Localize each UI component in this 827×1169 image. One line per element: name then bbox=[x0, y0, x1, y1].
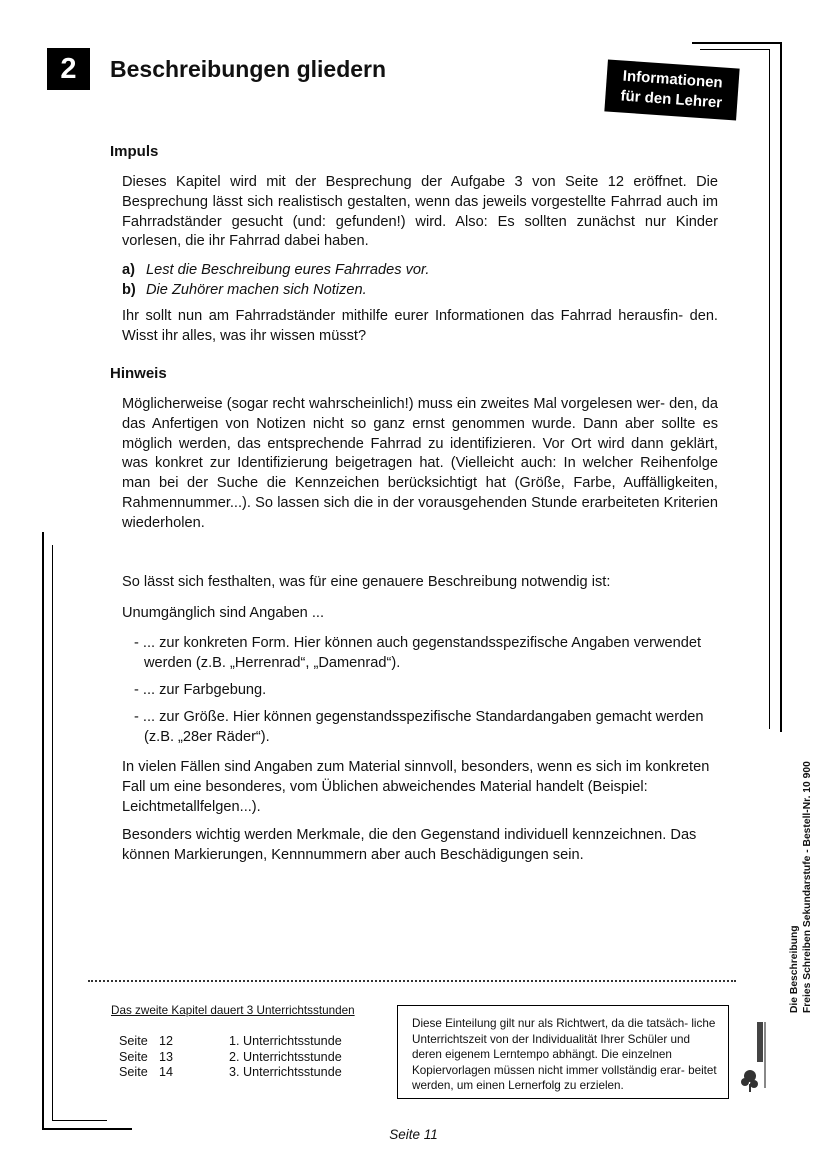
page-number: Seite 11 bbox=[389, 1127, 438, 1142]
frame-line-right-inner bbox=[769, 49, 770, 729]
hinweis-heading: Hinweis bbox=[110, 365, 167, 382]
guideline-note-box bbox=[397, 1005, 729, 1099]
dotted-divider bbox=[88, 980, 736, 982]
schedule-row-page: 14 bbox=[159, 1065, 174, 1080]
side-publication-info bbox=[788, 761, 814, 1013]
frame-line-left-inner bbox=[52, 545, 53, 1120]
schedule-table bbox=[119, 1034, 342, 1081]
chapter-number-box bbox=[47, 48, 90, 90]
impuls-question: Ihr sollt nun am Fahrradständer mithilfe eurer Informationen das Fahrrad herausfin- den. Wisst ihr alles, was ihr wissen müsst? bbox=[122, 308, 718, 344]
schedule-row-page: 12 bbox=[159, 1034, 174, 1048]
summary-unumgaenglich: Unumgänglich sind Angaben ... bbox=[122, 605, 325, 621]
impuls-heading: Impuls bbox=[110, 143, 159, 160]
schedule-row bbox=[119, 1050, 342, 1066]
task-item-b bbox=[122, 281, 367, 301]
kohl-verlag-logo bbox=[740, 1000, 770, 1095]
schedule-row-label: Seite bbox=[119, 1034, 148, 1048]
summary-bullet-groesse: - ... zur Größe. Hier können gegenstandsspezifische Standardangaben gemacht werden (z.B. „28er Räder“). bbox=[134, 709, 704, 745]
page-title: Beschreibungen gliedern bbox=[110, 56, 387, 82]
guideline-note-text: Diese Einteilung gilt nur als Richtwert, da die tatsäch- liche Unterrichtszeit von der Individualität Ihrer Schüler und deren eigenem Lerntempo abhängt. Die einzelnen Kopiervorlagen müssen nicht immer vollständig erar- beitet werden, um einen Lernerfolg zu erzielen. bbox=[412, 1017, 717, 1092]
lesson-duration: Das zweite Kapitel dauert 3 Unterrichtsstunden bbox=[111, 1004, 355, 1017]
schedule-row-label: Seite bbox=[119, 1065, 148, 1080]
hinweis-paragraph: Möglicherweise (sogar recht wahrscheinlich!) muss ein zweites Mal vorgelesen wer- den, da das Anfertigen von Notizen nicht so ganz ernst genommen wurde. Dann aber sollte es möglich werden, das entsprechende Fahrrad zu identifizieren. Vor Ort wird dann geklärt, was konkret zur Identifizierung beigetragen hat. (Vielleicht auch: In welcher Reihenfolge man bei der Suche die Kennzeichen berücksichtigt hat (Größe, Farbe, Auffälligkeiten, Rahmennummer...). So lassen sich die in der vorausgehenden Stunde erarbeiteten Kriterien wiederholen. bbox=[122, 396, 718, 531]
summary-merkmale: Besonders wichtig werden Merkmale, die den Gegenstand individuell kennzeichnen. Das können Markierungen, Kennnummern aber auch Beschädigungen sein. bbox=[122, 827, 697, 863]
chapter-number: 2 bbox=[60, 52, 77, 85]
schedule-row-lesson: 1. Unterrichtsstunde bbox=[229, 1034, 342, 1048]
frame-line-left-outer bbox=[42, 532, 44, 1130]
summary-intro: So lässt sich festhalten, was für eine genauere Beschreibung notwendig ist: bbox=[122, 574, 611, 590]
task-item-b-label: b) bbox=[122, 282, 136, 298]
task-item-a bbox=[122, 261, 429, 281]
impuls-paragraph: Dieses Kapitel wird mit der Besprechung der Aufgabe 3 von Seite 12 eröffnet. Die Besprechung lässt sich realistisch gestalten, wenn das jeweils vorgestellte Fahrrad auch im Fahrradständer gesucht (und: gefunden!) wird. Also: Es sollten zunächst nur Kinder vorlesen, die ihr Fahrrad dabei haben. bbox=[122, 174, 718, 250]
info-stamp-line2: für den Lehrer bbox=[620, 87, 723, 112]
schedule-row-page: 13 bbox=[159, 1049, 174, 1064]
info-stamp-line1: Informationen bbox=[622, 67, 724, 92]
schedule-row-label: Seite bbox=[119, 1049, 148, 1064]
teacher-info-stamp bbox=[604, 59, 739, 120]
schedule-row-lesson: 3. Unterrichtsstunde bbox=[229, 1065, 342, 1080]
task-item-a-text: Lest die Beschreibung eures Fahrrades vor. bbox=[146, 262, 430, 278]
side-line-title: Die Beschreibung bbox=[789, 925, 800, 1013]
schedule-row bbox=[119, 1065, 342, 1081]
summary-bullet-form: - ... zur konkreten Form. Hier können auch gegenstandsspezifische Angaben verwendet werden (z.B. „Herrenrad“, „Damenrad“). bbox=[134, 635, 702, 671]
task-item-a-label: a) bbox=[122, 262, 135, 278]
side-line-order: Freies Schreiben Sekundarstufe - Bestell-Nr. 10 900 bbox=[802, 761, 813, 1013]
frame-line-top-outer bbox=[692, 42, 782, 44]
frame-line-top-inner bbox=[700, 49, 770, 50]
frame-line-right-outer bbox=[780, 42, 782, 732]
task-item-b-text: Die Zuhörer machen sich Notizen. bbox=[146, 282, 367, 298]
schedule-row-lesson: 2. Unterrichtsstunde bbox=[229, 1049, 342, 1064]
summary-material: In vielen Fällen sind Angaben zum Material sinnvoll, besonders, wenn es sich im konkreten Fall um eine besonderes, vom Üblichen abweichendes Material handelt (Beispiel: Leichtmetallfelgen...). bbox=[122, 759, 710, 815]
schedule-row bbox=[119, 1034, 342, 1050]
summary-bullet-farbe: - ... zur Farbgebung. bbox=[134, 682, 267, 698]
frame-line-bottom-inner bbox=[52, 1120, 107, 1121]
